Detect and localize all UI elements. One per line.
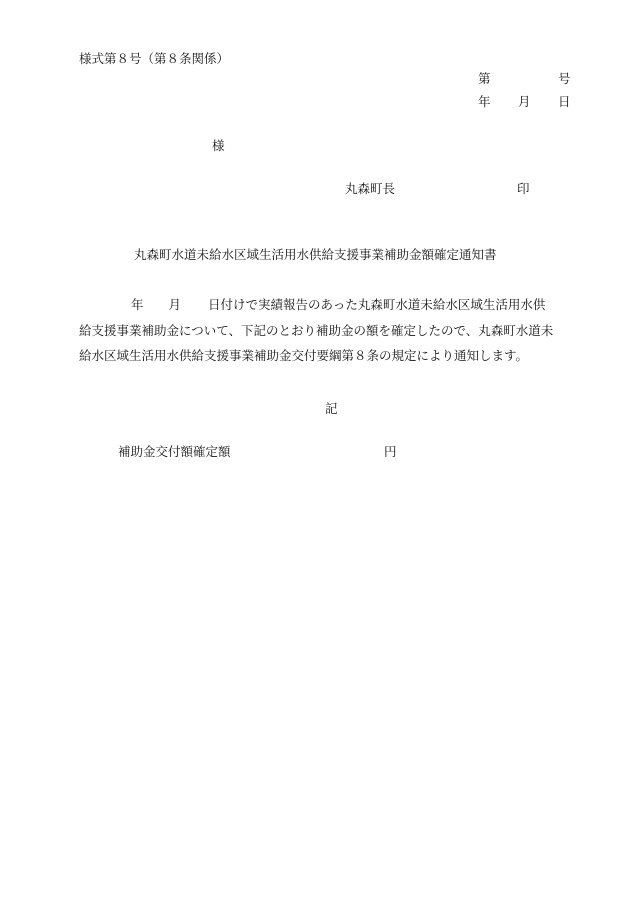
body-text: 日付けで実績報告のあった丸森町水道未給水区域生活用水供給支援事業補助金について、下記のとおり補助金の額を確定したので、丸森町水道未給水区域生活用水供給支援事業補助金交付要綱第８条の規定により通知します。	[79, 297, 554, 363]
form-number-label: 様式第８号（第８条関係）	[79, 51, 230, 66]
confirmed-amount-label: 補助金交付額確定額	[118, 444, 231, 459]
sender-name: 丸森町長	[345, 181, 396, 196]
document-title: 丸森町水道未給水区域生活用水供給支援事業補助金額確定通知書	[134, 247, 497, 262]
issue-date-month-label: 月	[518, 94, 531, 109]
record-heading: 記	[325, 401, 338, 416]
seal-mark: 印	[517, 181, 530, 196]
issue-date-year-label: 年	[478, 94, 491, 109]
amount-unit-yen: 円	[384, 444, 397, 459]
notice-body-paragraph	[79, 292, 554, 369]
body-month-label: 月	[168, 297, 182, 312]
document-number-prefix: 第	[478, 71, 491, 86]
body-year-label: 年	[131, 297, 144, 312]
recipient-honorific: 様	[212, 138, 225, 153]
issue-date-day-label: 日	[558, 94, 571, 109]
document-number-suffix: 号	[558, 71, 571, 86]
